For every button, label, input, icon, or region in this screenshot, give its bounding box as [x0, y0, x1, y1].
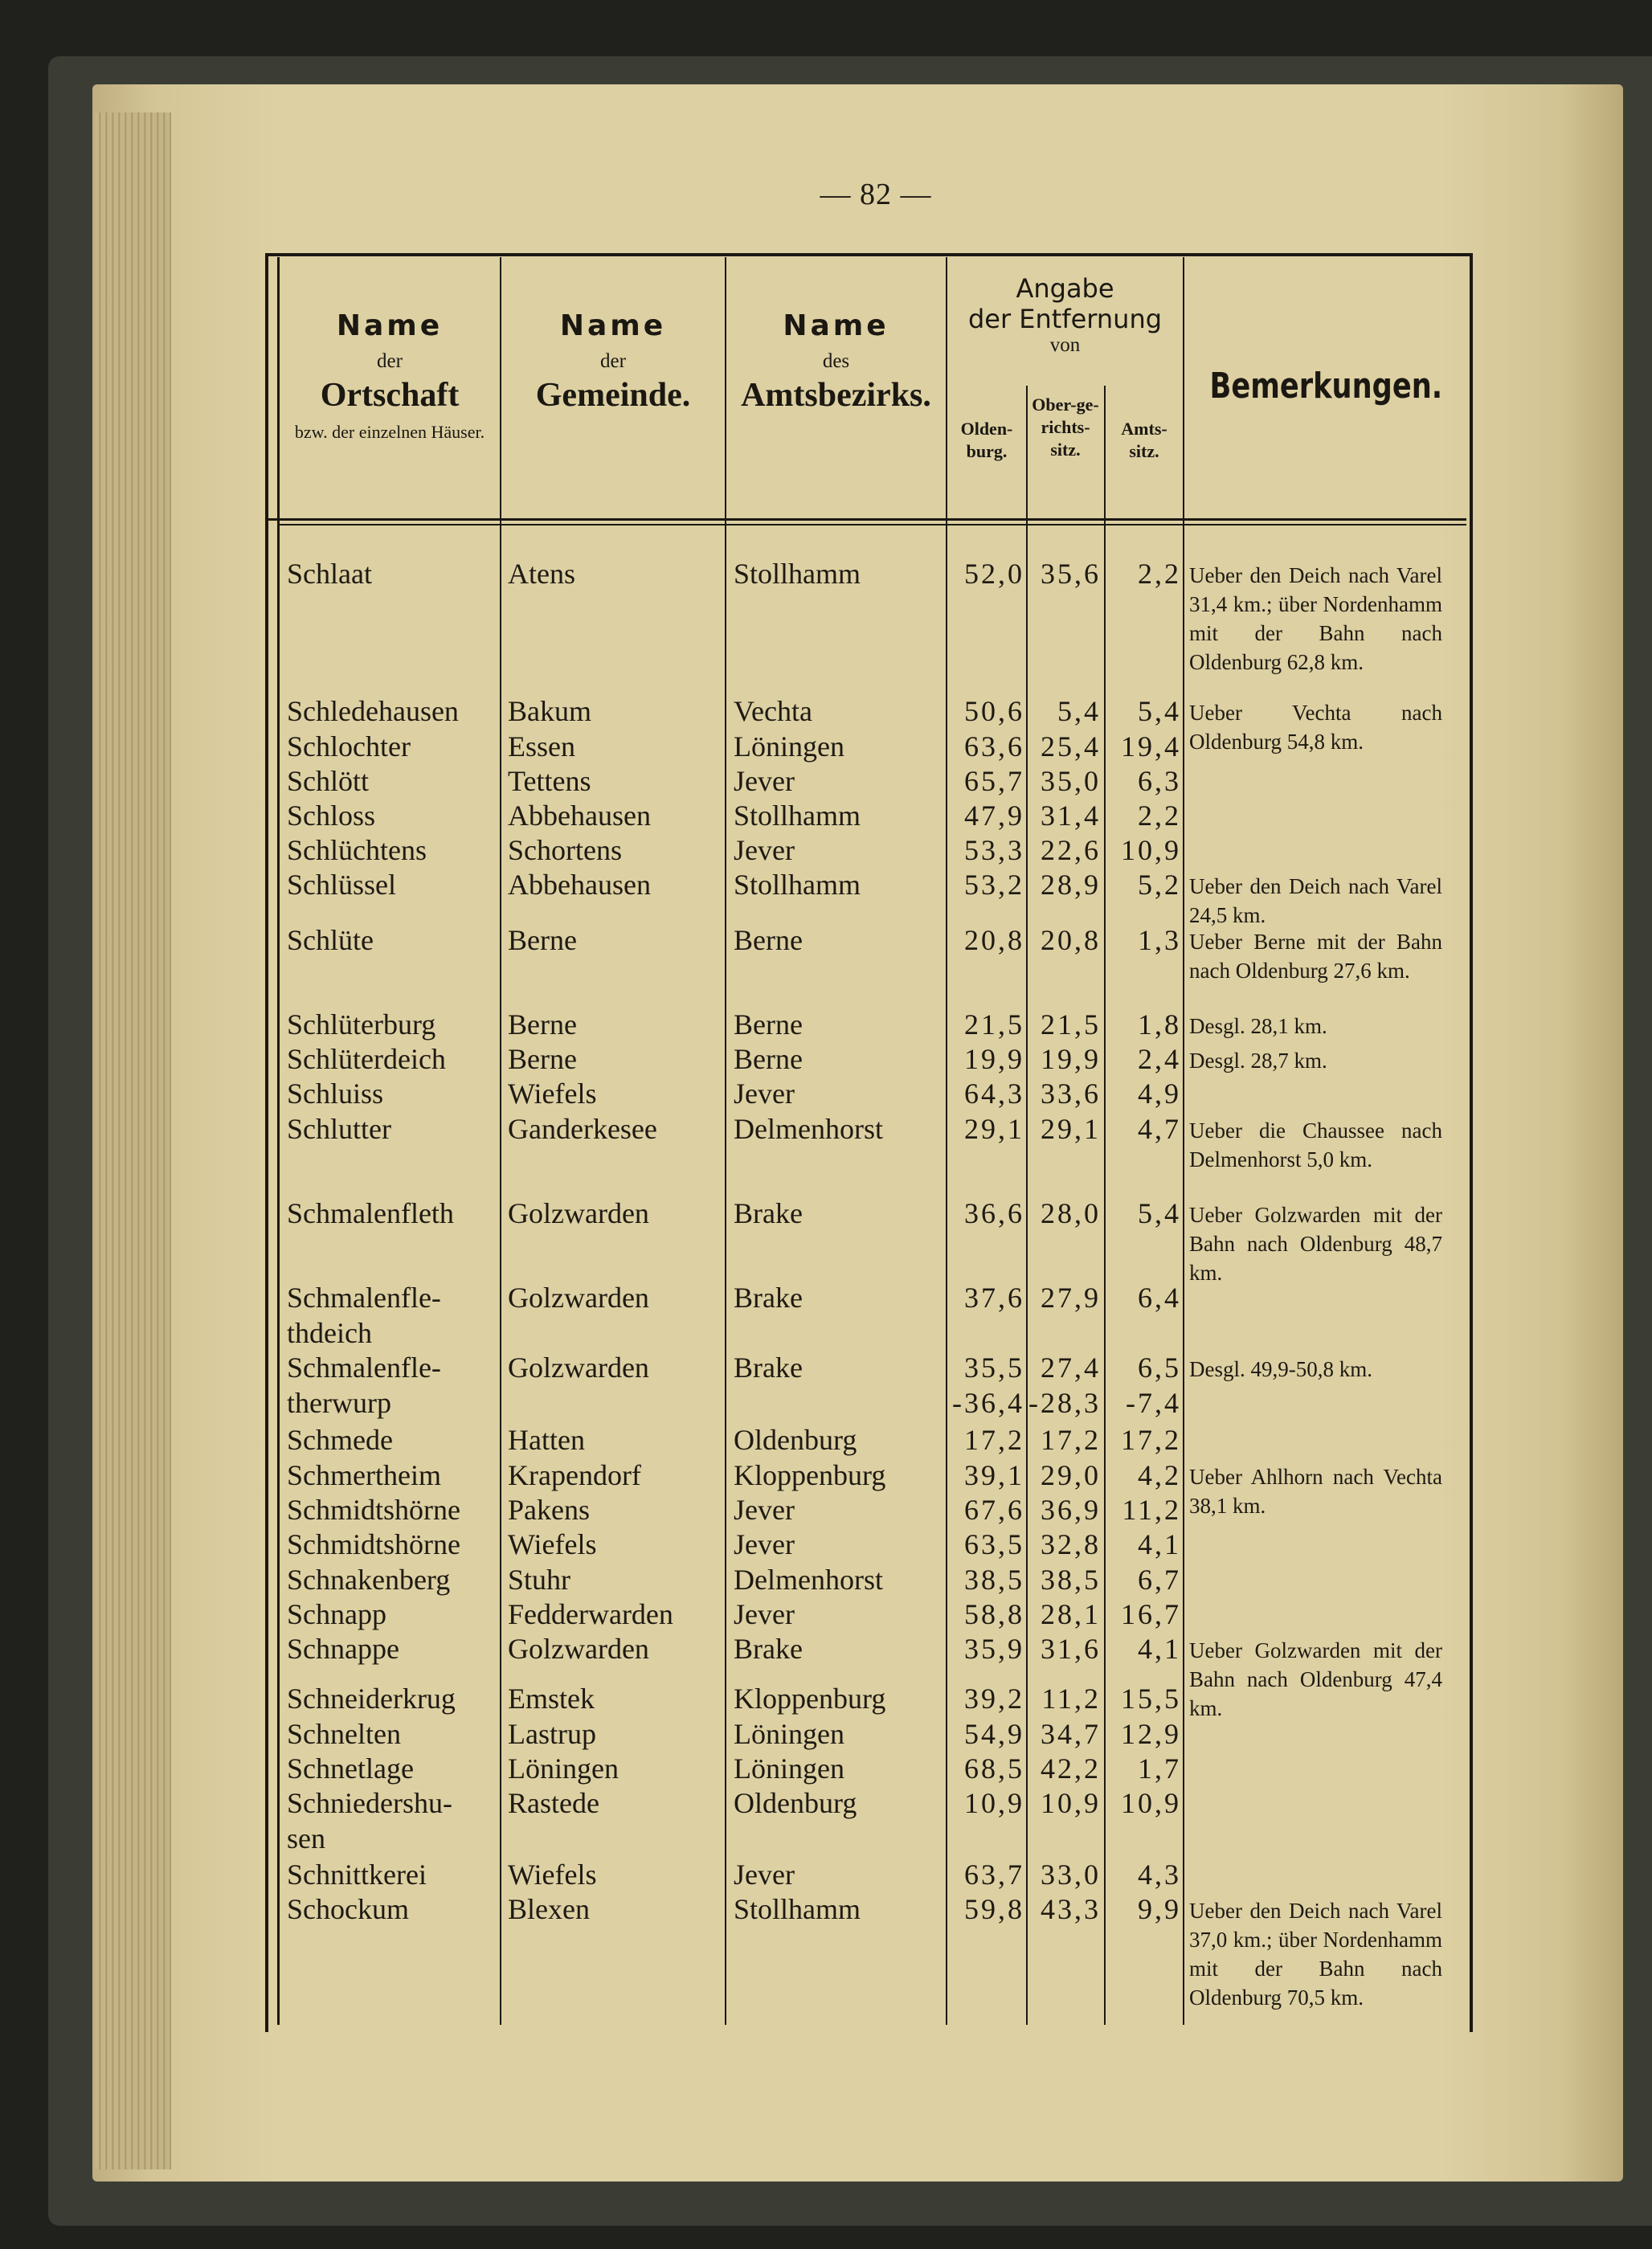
- ortschaft-cell: Schmidtshörne: [287, 1494, 460, 1526]
- table-row: [0, 556, 1652, 674]
- ortschaft-cell: Schlochter: [287, 730, 411, 763]
- distance-amtssitz-cell: 6,4: [1138, 1282, 1181, 1314]
- distance-oldenburg-cell: 63,7: [964, 1858, 1024, 1891]
- bemerkung-cell: Desgl. 49,9-50,8 km.: [1189, 1357, 1372, 1381]
- header-bemerkungen: Bemerkungen.: [1209, 366, 1443, 407]
- table-row: [0, 1280, 1652, 1349]
- distance-amtssitz-cell: -7,4: [1126, 1387, 1181, 1419]
- distance-obergericht-cell: 33,0: [1041, 1858, 1101, 1891]
- distance-oldenburg-cell: -36,4: [952, 1387, 1024, 1419]
- distance-oldenburg-cell: 53,3: [964, 834, 1024, 866]
- table-row: [0, 1751, 1652, 1786]
- distance-obergericht-cell: 17,2: [1041, 1424, 1101, 1456]
- bemerkung-cell: Ueber den Deich nach Varel 37,0 km.; über Nordenhamm mit der Bahn nach Oldenburg 70,5 km.: [1189, 1899, 1442, 2010]
- amtsbezirk-cell: Delmenhorst: [734, 1113, 883, 1145]
- gemeinde-cell: Abbehausen: [508, 869, 651, 901]
- gemeinde-cell: Berne: [508, 1008, 577, 1041]
- table-row: [0, 1716, 1652, 1752]
- table-row: [0, 922, 1652, 983]
- distance-amtssitz-cell: 2,4: [1138, 1043, 1181, 1075]
- table-row: [0, 763, 1652, 799]
- ortschaft-cell: Schlüterdeich: [287, 1043, 446, 1075]
- gemeinde-cell: Ganderkesee: [508, 1113, 657, 1145]
- distance-amtssitz-cell: 2,2: [1138, 799, 1181, 832]
- amtsbezirk-cell: Brake: [734, 1351, 803, 1384]
- distance-oldenburg-cell: 20,8: [964, 924, 1024, 956]
- gemeinde-cell: Essen: [508, 730, 575, 763]
- ortschaft-cell: Schmertheim: [287, 1459, 441, 1491]
- distance-oldenburg-cell: 65,7: [964, 765, 1024, 797]
- amtsbezirk-cell: Oldenburg: [734, 1787, 857, 1819]
- distance-amtssitz-cell: 5,4: [1138, 695, 1181, 727]
- gemeinde-cell: Emstek: [508, 1683, 595, 1715]
- distance-obergericht-cell: 43,3: [1041, 1893, 1101, 1925]
- bemerkung-cell: Ueber Ahlhorn nach Vechta 38,1 km.: [1189, 1465, 1442, 1518]
- header-amt-title: Amtsbezirks.: [741, 377, 931, 414]
- distance-amtssitz-cell: 1,3: [1138, 924, 1181, 956]
- header-amt: [726, 309, 946, 415]
- distance-oldenburg-cell: 58,8: [964, 1598, 1024, 1630]
- distance-oldenburg-cell: 59,8: [964, 1893, 1024, 1925]
- ortschaft-cell: Schlüssel: [287, 869, 397, 901]
- distance-oldenburg-cell: 38,5: [964, 1564, 1024, 1596]
- distance-oldenburg-cell: 63,5: [964, 1528, 1024, 1560]
- distance-obergericht-cell: 28,1: [1041, 1598, 1101, 1630]
- header-amtssitz: Amts-sitz.: [1121, 419, 1167, 461]
- distance-obergericht-cell: 33,6: [1041, 1077, 1101, 1110]
- ortschaft-cell: Schnelten: [287, 1718, 401, 1750]
- distance-oldenburg-cell: 35,5: [964, 1351, 1024, 1384]
- header-obergericht: Ober-ge-richts-sitz.: [1032, 395, 1099, 460]
- distance-oldenburg-cell: 63,6: [964, 730, 1024, 763]
- gemeinde-cell: Tettens: [508, 765, 591, 797]
- distance-obergericht-cell: 21,5: [1041, 1008, 1101, 1041]
- table-row: [0, 1681, 1652, 1716]
- gemeinde-cell: Blexen: [508, 1893, 590, 1925]
- bemerkung-cell: Ueber Golzwarden mit der Bahn nach Oldenburg 47,4 km.: [1189, 1638, 1442, 1720]
- distance-oldenburg-cell: 37,6: [964, 1282, 1024, 1314]
- amtsbezirk-cell: Löningen: [734, 1752, 844, 1785]
- header-gemeinde-title: Gemeinde.: [535, 377, 691, 414]
- distance-oldenburg-cell: 10,9: [964, 1787, 1024, 1819]
- gemeinde-cell: Berne: [508, 924, 577, 956]
- header-ort-name: Name: [336, 309, 444, 342]
- amtsbezirk-cell: Jever: [734, 1598, 795, 1630]
- distance-amtssitz-cell: 4,1: [1138, 1528, 1181, 1560]
- header-ort-sub: bzw. der einzelnen Häuser.: [294, 422, 485, 442]
- gemeinde-cell: Krapendorf: [508, 1459, 641, 1491]
- amtsbezirk-cell: Löningen: [734, 730, 844, 763]
- table-row: [0, 832, 1652, 868]
- table-row: [0, 1111, 1652, 1172]
- gemeinde-cell: Lastrup: [508, 1718, 596, 1750]
- distance-amtssitz-cell: 1,8: [1138, 1008, 1181, 1041]
- table-row: [0, 798, 1652, 833]
- ortschaft-cell: Schmede: [287, 1424, 393, 1456]
- distance-amtssitz-cell: 2,2: [1138, 558, 1181, 590]
- amtsbezirk-cell: Berne: [734, 1043, 803, 1075]
- distance-amtssitz-cell: 15,5: [1121, 1683, 1181, 1715]
- distance-oldenburg-cell: 17,2: [964, 1424, 1024, 1456]
- table-row: [0, 1422, 1652, 1458]
- table-row: [0, 1041, 1652, 1077]
- distance-obergericht-cell: 36,9: [1041, 1494, 1101, 1526]
- table-row: [0, 1857, 1652, 1892]
- amtsbezirk-cell: Delmenhorst: [734, 1564, 883, 1596]
- table-row: [0, 1007, 1652, 1042]
- distance-obergericht-cell: 19,9: [1041, 1043, 1101, 1075]
- ortschaft-cell: Schnetlage: [287, 1752, 414, 1785]
- header-ort: [280, 309, 500, 444]
- bemerkung-cell: Ueber den Deich nach Varel 31,4 km.; über Nordenhamm mit der Bahn nach Oldenburg 62,8 km.: [1189, 563, 1442, 674]
- table-row: [0, 1785, 1652, 1854]
- distance-oldenburg-cell: 39,1: [964, 1459, 1024, 1491]
- ortschaft-cell: Schmalenfleth: [287, 1197, 454, 1229]
- gemeinde-cell: Bakum: [508, 695, 591, 727]
- amtsbezirk-cell: Brake: [734, 1282, 803, 1314]
- header-oldenburg: Olden-burg.: [960, 419, 1013, 461]
- bemerkung-cell: Desgl. 28,1 km.: [1189, 1014, 1327, 1038]
- distance-oldenburg-cell: 68,5: [964, 1752, 1024, 1785]
- header-amt-name: Name: [783, 309, 889, 342]
- distance-amtssitz-cell: 19,4: [1121, 730, 1181, 763]
- distance-oldenburg-cell: 54,9: [964, 1718, 1024, 1750]
- amtsbezirk-cell: Kloppenburg: [734, 1459, 886, 1491]
- ortschaft-cell: Schledehausen: [287, 695, 459, 727]
- ortschaft-cell: Schnittkerei: [287, 1858, 427, 1891]
- ortschaft-cell: Schlüte: [287, 924, 374, 956]
- distance-amtssitz-cell: 4,7: [1138, 1113, 1181, 1145]
- bemerkung-cell: Ueber den Deich nach Varel 24,5 km.: [1189, 874, 1442, 927]
- header-gemeinde-name: Name: [559, 309, 667, 342]
- table-row: [0, 1076, 1652, 1111]
- distance-oldenburg-cell: 39,2: [964, 1683, 1024, 1715]
- ortschaft-cell: Schlüchtens: [287, 834, 427, 866]
- ortschaft-cell: Schnappe: [287, 1633, 399, 1665]
- table-row: [0, 1196, 1652, 1285]
- distance-amtssitz-cell: 10,9: [1121, 834, 1181, 866]
- distance-oldenburg-cell: 19,9: [964, 1043, 1024, 1075]
- distance-amtssitz-cell: 4,3: [1138, 1858, 1181, 1891]
- amtsbezirk-cell: Vechta: [734, 695, 812, 727]
- distance-amtssitz-cell: 5,2: [1138, 869, 1181, 901]
- distance-obergericht-cell: 28,9: [1041, 869, 1101, 901]
- distance-amtssitz-cell: 4,9: [1138, 1077, 1181, 1110]
- table-row: [0, 1350, 1652, 1419]
- ortschaft-cell: Schniedershu- sen: [287, 1787, 452, 1854]
- amtsbezirk-cell: Kloppenburg: [734, 1683, 886, 1715]
- amtsbezirk-cell: Jever: [734, 1858, 795, 1891]
- bemerkung-cell: Ueber Berne mit der Bahn nach Oldenburg 27,6 km.: [1189, 930, 1442, 983]
- distance-oldenburg-cell: 36,6: [964, 1197, 1024, 1229]
- distance-amtssitz-cell: 4,2: [1138, 1459, 1181, 1491]
- distance-amtssitz-cell: 6,7: [1138, 1564, 1181, 1596]
- distance-amtssitz-cell: 1,7: [1138, 1752, 1181, 1785]
- ortschaft-cell: Schloss: [287, 799, 376, 832]
- ortschaft-cell: Schnakenberg: [287, 1564, 451, 1596]
- gemeinde-cell: Hatten: [508, 1424, 585, 1456]
- header-ort-title: Ortschaft: [320, 377, 460, 414]
- distance-obergericht-cell: 31,4: [1041, 799, 1101, 832]
- table-row: [0, 1562, 1652, 1597]
- amtsbezirk-cell: Brake: [734, 1197, 803, 1229]
- distance-amtssitz-cell: 16,7: [1121, 1598, 1181, 1630]
- ortschaft-cell: Schlutter: [287, 1113, 391, 1145]
- gemeinde-cell: Berne: [508, 1043, 577, 1075]
- gemeinde-cell: Atens: [508, 558, 575, 590]
- distance-obergericht-cell: 38,5: [1041, 1564, 1101, 1596]
- ortschaft-cell: Schluiss: [287, 1077, 384, 1110]
- amtsbezirk-cell: Berne: [734, 924, 803, 956]
- amtsbezirk-cell: Oldenburg: [734, 1424, 857, 1456]
- distance-obergericht-cell: 11,2: [1041, 1683, 1101, 1715]
- amtsbezirk-cell: Jever: [734, 765, 795, 797]
- distance-oldenburg-cell: 21,5: [964, 1008, 1024, 1041]
- ortschaft-cell: Schlüterburg: [287, 1008, 436, 1041]
- gemeinde-cell: Löningen: [508, 1752, 619, 1785]
- bemerkung-cell: Ueber Vechta nach Oldenburg 54,8 km.: [1189, 701, 1442, 754]
- distance-obergericht-cell: 32,8: [1041, 1528, 1101, 1560]
- amtsbezirk-cell: Löningen: [734, 1718, 844, 1750]
- gemeinde-cell: Golzwarden: [508, 1197, 649, 1229]
- distance-oldenburg-cell: 29,1: [964, 1113, 1024, 1145]
- bemerkung-cell: Desgl. 28,7 km.: [1189, 1049, 1327, 1073]
- distance-oldenburg-cell: 52,0: [964, 558, 1024, 590]
- header-ort-der: der: [377, 350, 403, 372]
- ortschaft-cell: Schmalenfle- thdeich: [287, 1282, 441, 1349]
- gemeinde-cell: Schortens: [508, 834, 622, 866]
- gemeinde-cell: Wiefels: [508, 1528, 597, 1560]
- gemeinde-cell: Golzwarden: [508, 1633, 649, 1665]
- distance-obergericht-cell: 31,6: [1041, 1633, 1101, 1665]
- header-amt-des: des: [822, 350, 850, 372]
- header-gemeinde-der: der: [600, 350, 626, 372]
- ortschaft-cell: Schockum: [287, 1893, 409, 1925]
- header-gemeinde: [501, 309, 725, 415]
- gemeinde-cell: Fedderwarden: [508, 1598, 673, 1630]
- distance-obergericht-cell: 42,2: [1041, 1752, 1101, 1785]
- distance-amtssitz-cell: 9,9: [1138, 1893, 1181, 1925]
- distance-amtssitz-cell: 17,2: [1121, 1424, 1181, 1456]
- header-rule-thin: [277, 524, 1466, 525]
- gemeinde-cell: Wiefels: [508, 1077, 597, 1110]
- distance-obergericht-cell: 20,8: [1041, 924, 1101, 956]
- distance-oldenburg-cell: 50,6: [964, 695, 1024, 727]
- distance-amtssitz-cell: 6,3: [1138, 765, 1181, 797]
- distance-amtssitz-cell: 11,2: [1122, 1494, 1181, 1526]
- gemeinde-cell: Wiefels: [508, 1858, 597, 1891]
- distance-amtssitz-cell: 10,9: [1121, 1787, 1181, 1819]
- ortschaft-cell: Schlaat: [287, 558, 372, 590]
- distance-obergericht-cell: 35,6: [1041, 558, 1101, 590]
- table-row: [0, 1492, 1652, 1527]
- table-row: [0, 1891, 1652, 2010]
- amtsbezirk-cell: Berne: [734, 1008, 803, 1041]
- distance-obergericht-cell: 28,0: [1041, 1197, 1101, 1229]
- distance-obergericht-cell: 34,7: [1041, 1718, 1101, 1750]
- distance-obergericht-cell: 27,9: [1041, 1282, 1101, 1314]
- distance-oldenburg-cell: 47,9: [964, 799, 1024, 832]
- amtsbezirk-cell: Jever: [734, 1077, 795, 1110]
- distance-obergericht-cell: 10,9: [1041, 1787, 1101, 1819]
- amtsbezirk-cell: Brake: [734, 1633, 803, 1665]
- table-row: [0, 1597, 1652, 1632]
- gemeinde-cell: Rastede: [508, 1787, 599, 1819]
- header-entfernung: [947, 273, 1183, 357]
- distance-amtssitz-cell: 5,4: [1138, 1197, 1181, 1229]
- ortschaft-cell: Schnapp: [287, 1598, 386, 1630]
- distance-obergericht-cell: 25,4: [1041, 730, 1101, 763]
- amtsbezirk-cell: Jever: [734, 1528, 795, 1560]
- distance-obergericht-cell: 35,0: [1041, 765, 1101, 797]
- distance-oldenburg-cell: 35,9: [964, 1633, 1024, 1665]
- table-row: [0, 1527, 1652, 1562]
- distance-obergericht-cell: 22,6: [1041, 834, 1101, 866]
- gemeinde-cell: Golzwarden: [508, 1282, 649, 1314]
- amtsbezirk-cell: Stollhamm: [734, 799, 861, 832]
- header-entfernung-line2: der Entfernung: [967, 304, 1163, 334]
- gemeinde-cell: Abbehausen: [508, 799, 651, 832]
- ortschaft-cell: Schmalenfle- therwurp: [287, 1351, 441, 1419]
- gemeinde-cell: Golzwarden: [508, 1351, 649, 1384]
- header-entfernung-von: von: [1049, 334, 1081, 356]
- gemeinde-cell: Stuhr: [508, 1564, 571, 1596]
- distance-oldenburg-cell: 53,2: [964, 869, 1024, 901]
- distance-amtssitz-cell: 6,5: [1138, 1351, 1181, 1384]
- amtsbezirk-cell: Stollhamm: [734, 1893, 861, 1925]
- amtsbezirk-cell: Stollhamm: [734, 869, 861, 901]
- header-entfernung-line1: Angabe: [1016, 273, 1114, 304]
- distance-obergericht-cell: -28,3: [1028, 1387, 1101, 1419]
- distance-obergericht-cell: 29,0: [1041, 1459, 1101, 1491]
- page-number: — 82 —: [820, 178, 932, 211]
- header-rule: [265, 518, 1466, 521]
- amtsbezirk-cell: Stollhamm: [734, 558, 861, 590]
- distance-amtssitz-cell: 12,9: [1121, 1718, 1181, 1750]
- table-row: [0, 729, 1652, 764]
- ortschaft-cell: Schlött: [287, 765, 370, 797]
- distance-obergericht-cell: 5,4: [1057, 695, 1101, 727]
- amtsbezirk-cell: Jever: [734, 1494, 795, 1526]
- bemerkung-cell: Ueber Golzwarden mit der Bahn nach Oldenburg 48,7 km.: [1189, 1203, 1442, 1285]
- distance-amtssitz-cell: 4,1: [1138, 1633, 1181, 1665]
- ortschaft-cell: Schneiderkrug: [287, 1683, 456, 1715]
- distance-obergericht-cell: 27,4: [1041, 1351, 1101, 1384]
- bemerkung-cell: Ueber die Chaussee nach Delmenhorst 5,0 km.: [1189, 1118, 1442, 1172]
- amtsbezirk-cell: Jever: [734, 834, 795, 866]
- ortschaft-cell: Schmidtshörne: [287, 1528, 460, 1560]
- distance-obergericht-cell: 29,1: [1041, 1113, 1101, 1145]
- distance-oldenburg-cell: 64,3: [964, 1077, 1024, 1110]
- gemeinde-cell: Pakens: [508, 1494, 590, 1526]
- distance-oldenburg-cell: 67,6: [964, 1494, 1024, 1526]
- table-row: [0, 867, 1652, 927]
